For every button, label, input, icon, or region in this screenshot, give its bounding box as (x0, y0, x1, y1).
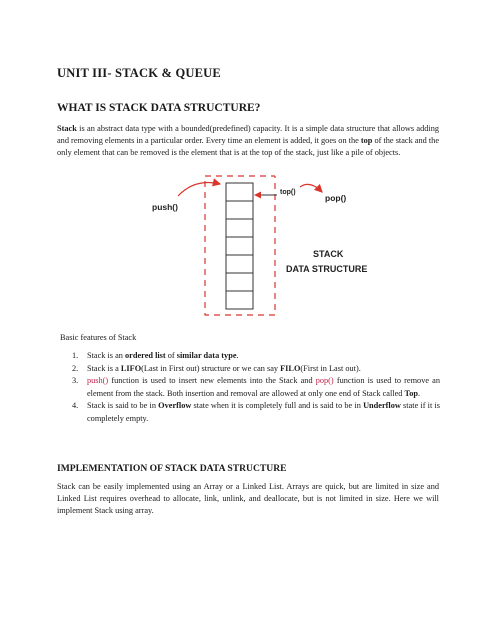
feature-text: . (418, 388, 421, 398)
implementation-paragraph: Stack can be easily implemented using an Array or a Linked List. Arrays are quick, but are limited in size and Linked List requires overhead to allocate, link, unlink, and deallocate, but is not limited in size. Here we will implement Stack using array. (57, 482, 439, 516)
stack-cell (226, 237, 253, 255)
caption-line-1: STACK (313, 249, 344, 259)
unit-title: UNIT III- STACK & QUEUE (57, 66, 221, 80)
feature-item (72, 375, 440, 400)
feature-bold: ordered list (125, 351, 166, 360)
caption-line-2: DATA STRUCTURE (286, 264, 368, 274)
section-heading: WHAT IS STACK DATA STRUCTURE? (57, 102, 261, 114)
feature-bold: LIFO (120, 363, 142, 373)
feature-text: of (165, 351, 177, 360)
intro-term: Stack (57, 124, 77, 133)
stack-cell (226, 273, 253, 291)
feature-text: (First in Last out). (300, 363, 361, 373)
feature-text: Stack is a (87, 363, 121, 373)
intro-text-2: of the stack and the only element that can be removed is the element that is at the top of the stack, just like a pile of objects. (57, 136, 440, 158)
feature-item (72, 350, 440, 363)
stack-diagram (140, 170, 400, 330)
intro-text-1: is an abstract data type with a bounded(predefined) capacity. It is a simple data structure that allows adding and removing elements in a particular order. Every time an element is added, it goes on the (57, 124, 439, 146)
feature-text: state when it is completely full and is said to be in (191, 401, 364, 411)
features-label: Basic features of Stack (60, 333, 137, 342)
feature-item (72, 400, 440, 425)
pop-arrow (300, 184, 322, 192)
feature-text: Stack is an (87, 351, 126, 360)
feature-bold: FILO (280, 363, 301, 373)
feature-red: pop() (315, 376, 334, 386)
feature-bold: Overflow (158, 401, 192, 411)
feature-text: function is used to insert new elements into the Stack and (108, 376, 316, 386)
feature-text: state if it is completely empty. (87, 401, 441, 423)
pop-label: pop() (325, 193, 347, 203)
features-list (72, 350, 440, 426)
push-label: push() (152, 202, 178, 212)
push-arrow (178, 183, 220, 197)
stack-cell (226, 219, 253, 237)
stack-cell (226, 183, 253, 201)
feature-item (72, 363, 440, 376)
feature-number: 4. (72, 401, 79, 411)
implementation-heading: IMPLEMENTATION OF STACK DATA STRUCTURE (57, 463, 287, 474)
intro-top-word: top (360, 136, 373, 146)
feature-text: Stack is said to be in (87, 401, 159, 411)
feature-number: 2. (72, 363, 79, 373)
top-label: top() (280, 189, 296, 196)
stack-cells (226, 183, 253, 309)
stack-cell (226, 291, 253, 309)
feature-bold: Underflow (363, 401, 401, 411)
feature-number: 1. (72, 351, 79, 360)
feature-text: function is used to remove an element from the stack. Both insertion and removal are allowed at only one end of Stack called (87, 376, 440, 398)
stack-cell (226, 201, 253, 219)
feature-red: push() (87, 376, 109, 386)
feature-text: . (236, 351, 239, 360)
feature-bold: Top (404, 388, 419, 398)
feature-text: (Last in First out) structure or we can say (141, 363, 281, 373)
stack-cell (226, 255, 253, 273)
feature-bold: similar data type (176, 351, 237, 360)
intro-paragraph (57, 123, 439, 160)
feature-number: 3. (72, 376, 79, 386)
